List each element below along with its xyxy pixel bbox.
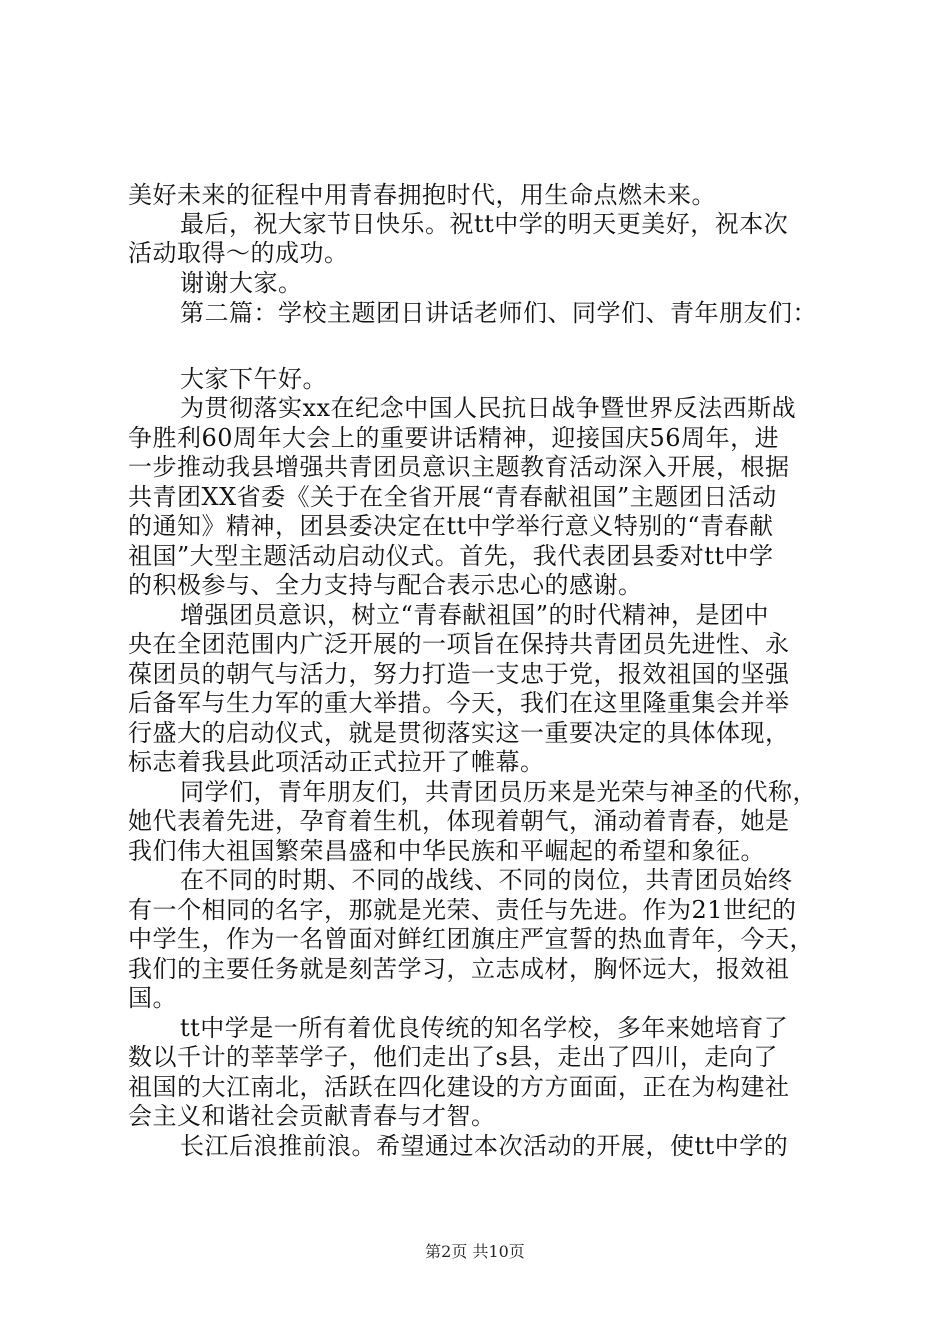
text-line: 的积极参与、全力支持与配合表示忠心的感谢。: [128, 571, 643, 599]
text-line: 会主义和谐社会贡献青春与才智。: [128, 1102, 496, 1130]
text-line: 争胜利60周年大会上的重要讲话精神，迎接国庆56周年，进: [128, 424, 780, 452]
section-heading: 第二篇：学校主题团日讲话老师们、同学们、青年朋友们：: [180, 299, 817, 327]
text-line: 美好未来的征程中用青春拥抱时代，用生命点燃未来。: [128, 181, 716, 209]
text-line: 祖国的大江南北，活跃在四化建设的方方面面，正在为构建社: [128, 1073, 790, 1101]
text-line: 有一个相同的名字，那就是光荣、责任与先进。作为21世纪的: [128, 896, 797, 924]
page-footer: 第2页 共10页: [425, 1242, 525, 1261]
text-line: 国。: [128, 984, 177, 1012]
text-line: 的通知》精神，团县委决定在tt中学举行意义特别的“青春献: [128, 512, 774, 540]
text-line: 同学们，青年朋友们，共青团员历来是光荣与神圣的代称，: [180, 778, 817, 806]
text-line: 最后，祝大家节日快乐。祝tt中学的明天更美好，祝本次: [180, 210, 789, 238]
text-line: 长江后浪推前浪。希望通过本次活动的开展，使tt中学的: [180, 1132, 789, 1160]
text-line: 数以千计的莘莘学子，他们走出了s县，走出了四川，走向了: [128, 1043, 778, 1071]
text-line: 增强团员意识，树立“青春献祖国”的时代精神，是团中: [180, 601, 770, 629]
text-line: 一步推动我县增强共青团员意识主题教育活动深入开展，根据: [128, 453, 790, 481]
text-line: 葆团员的朝气与活力，努力打造一支忠于党，报效祖国的坚强: [128, 660, 790, 688]
text-line: 行盛大的启动仪式，就是贯彻落实这一重要决定的具体体现，: [128, 719, 790, 747]
text-line: 活动取得～的成功。: [128, 239, 349, 267]
text-line: tt中学是一所有着优良传统的知名学校，多年来她培育了: [180, 1014, 789, 1042]
text-line: 大家下午好。: [180, 365, 327, 393]
text-line: 在不同的时期、不同的战线、不同的岗位，共青团员始终: [180, 866, 793, 894]
text-line: 后备军与生力军的重大举措。今天，我们在这里隆重集会并举: [128, 689, 790, 717]
text-line: 谢谢大家。: [180, 269, 303, 297]
text-line: 我们的主要任务就是刻苦学习，立志成材，胸怀远大，报效祖: [128, 955, 790, 983]
text-line: 为贯彻落实xx在纪念中国人民抗日战争暨世界反法西斯战: [180, 394, 797, 422]
text-line: 我们伟大祖国繁荣昌盛和中华民族和平崛起的希望和象征。: [128, 837, 765, 865]
text-line: 央在全团范围内广泛开展的一项旨在保持共青团员先进性、永: [128, 630, 790, 658]
text-line: 中学生，作为一名曾面对鲜红团旗庄严宣誓的热血青年，今天，: [128, 925, 814, 953]
text-line: 她代表着先进，孕育着生机，体现着朝气，涌动着青春，她是: [128, 807, 790, 835]
text-line: 标志着我县此项活动正式拉开了帷幕。: [128, 748, 545, 776]
text-line: 祖国”大型主题活动启动仪式。首先，我代表团县委对tt中学: [128, 542, 774, 570]
text-line: 共青团XX省委《关于在全省开展“青春献祖国”主题团日活动: [128, 483, 777, 511]
